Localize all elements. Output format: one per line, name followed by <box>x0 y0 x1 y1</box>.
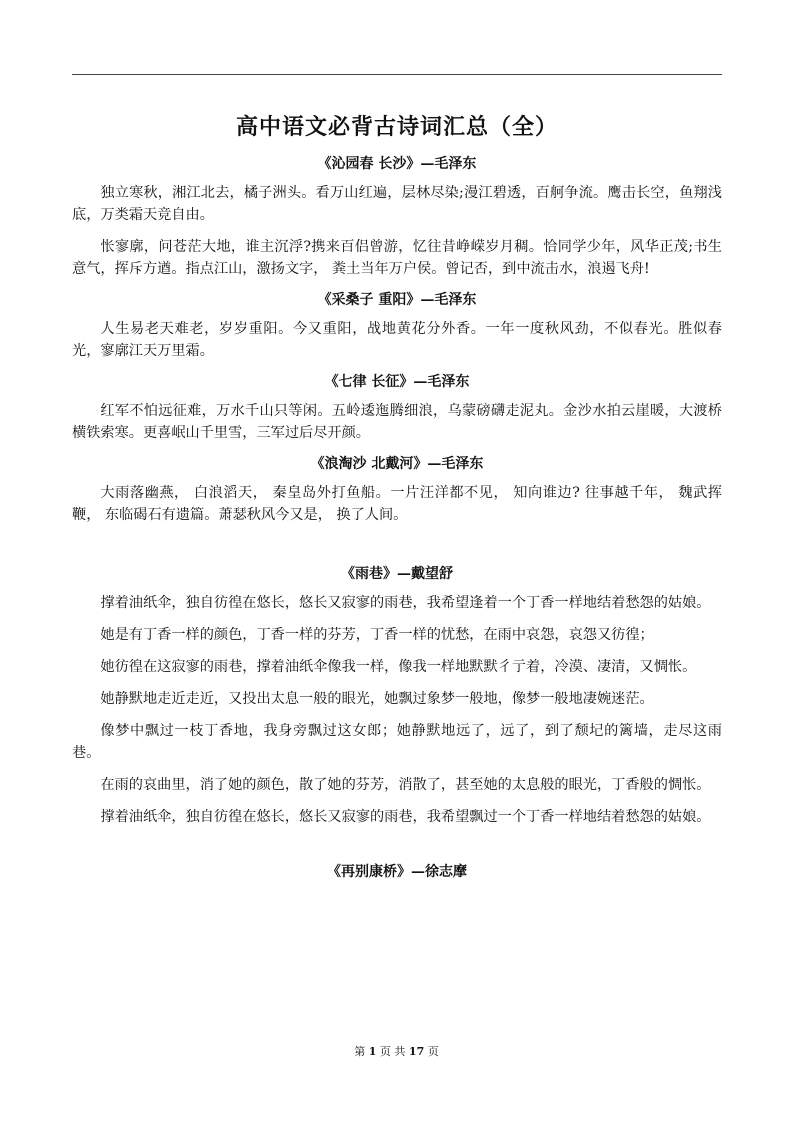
poem-title: 《再别康桥》—徐志摩 <box>327 864 467 880</box>
page-footer <box>0 1043 793 1059</box>
poem-paragraph: 独立寒秋，湘江北去，橘子洲头。看万山红遍，层林尽染;漫江碧透，百舸争流。鹰击长空，鱼翔浅底，万类霜天竞自由。 <box>72 185 722 223</box>
poem-qinyuanchun <box>72 154 722 280</box>
document-body <box>72 112 722 890</box>
poem-paragraph: 大雨落幽燕， 白浪滔天， 秦皇岛外打鱼船。一片汪洋都不见， 知向谁边? 往事越千年， 魏武挥鞭， 东临碣石有遗篇。萧瑟秋风今又是， 换了人间。 <box>72 485 722 523</box>
poem-caisangzi <box>72 290 722 362</box>
page-number: 1 <box>368 1045 377 1058</box>
poem-changzheng <box>72 372 722 444</box>
poem-paragraph: 撑着油纸伞，独自彷徨在悠长，悠长又寂寥的雨巷，我希望逢着一个丁香一样地结着愁怨的姑娘。 <box>100 595 711 611</box>
poem-paragraph: 她彷徨在这寂寥的雨巷，撑着油纸伞像我一样，像我一样地默默彳亍着，冷漠、凄清，又惆怅。 <box>100 659 697 675</box>
poem-title: 《沁园春 长沙》—毛泽东 <box>317 156 477 172</box>
poem-zaibiekangqiao <box>72 862 722 882</box>
poem-title: 《浪淘沙 北戴河》—毛泽东 <box>310 456 484 472</box>
poem-paragraph: 像梦中飘过一枝丁香地，我身旁飘过这女郎；她静默地远了，远了，到了颓圮的篱墙，走尽这雨巷。 <box>72 723 722 761</box>
spacer <box>72 536 722 564</box>
poem-title: 《雨巷》—戴望舒 <box>341 566 453 582</box>
page-total: 17 <box>408 1045 425 1058</box>
poem-paragraph: 撑着油纸伞，独自彷徨在悠长，悠长又寂寥的雨巷，我希望飘过一个丁香一样地结着愁怨的姑娘。 <box>100 809 711 825</box>
poem-paragraph: 她静默地走近走近，又投出太息一般的眼光，她飘过象梦一般地，像梦一般地凄婉迷茫。 <box>100 691 654 707</box>
footer-suffix: 页 <box>427 1045 439 1058</box>
poem-paragraph: 红军不怕远征难，万水千山只等闲。五岭逶迤腾细浪，乌蒙磅礴走泥丸。金沙水拍云崖暖，大渡桥横铁索寒。更喜岷山千里雪，三军过后尽开颜。 <box>72 403 722 441</box>
poem-title: 《七律 长征》—毛泽东 <box>324 374 470 390</box>
poem-yuxiang <box>72 564 722 828</box>
spacer <box>72 838 722 862</box>
header-rule <box>72 74 722 75</box>
poem-paragraph: 怅寥廓，问苍茫大地，谁主沉浮?携来百侣曾游，忆往昔峥嵘岁月稠。恰同学少年，风华正茂;书生意气，挥斥方遒。指点江山，激扬文字， 粪土当年万户侯。曾记否，到中流击水，浪遏飞舟! <box>72 239 722 277</box>
document-title: 高中语文必背古诗词汇总（全） <box>235 114 558 140</box>
poem-paragraph: 在雨的哀曲里，消了她的颜色，散了她的芬芳，消散了，甚至她的太息般的眼光，丁香般的惆怅。 <box>100 777 711 793</box>
footer-prefix: 第 <box>354 1045 366 1058</box>
poem-paragraph: 她是有丁香一样的颜色，丁香一样的芬芳，丁香一样的忧愁，在雨中哀怨，哀怨又彷徨； <box>100 627 654 643</box>
footer-middle: 页 共 <box>379 1045 406 1058</box>
poem-title: 《采桑子 重阳》—毛泽东 <box>317 292 477 308</box>
poem-paragraph: 人生易老天难老，岁岁重阳。今又重阳，战地黄花分外香。一年一度秋风劲，不似春光。胜似春光，寥廓江天万里霜。 <box>72 321 722 359</box>
poem-langtaosha <box>72 454 722 526</box>
